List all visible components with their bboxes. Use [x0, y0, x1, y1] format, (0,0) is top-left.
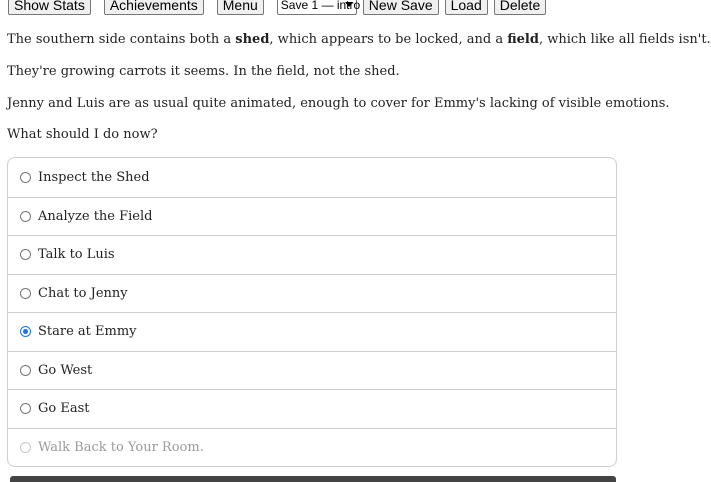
story-paragraph-3: Jenny and Luis are as usual quite animated, enough to cover for Emmy's lacking of visible emotions. [7, 96, 670, 111]
choice-label: Stare at Emmy [38, 324, 137, 340]
show-stats-button[interactable]: Show Stats [8, 0, 91, 15]
save-slot-select[interactable] [277, 0, 361, 15]
radio-unchecked-icon[interactable] [20, 172, 31, 183]
choice-label: Talk to Luis [38, 247, 115, 263]
continue-button-edge[interactable] [10, 476, 616, 482]
radio-unchecked-icon[interactable] [20, 211, 31, 222]
keyword-field: field [507, 32, 539, 47]
choice-label: Go West [38, 362, 93, 378]
choice-option[interactable] [8, 274, 616, 313]
choice-label: Analyze the Field [38, 208, 153, 224]
story-paragraph-2: They're growing carrots it seems. In the field, not the shed. [7, 64, 400, 79]
load-button[interactable]: Load [445, 0, 488, 15]
story-text: The southern side contains both a [7, 32, 236, 47]
story-text: , which appears to be locked, and a [269, 32, 508, 47]
choice-list [7, 157, 617, 467]
choice-option[interactable] [8, 235, 616, 274]
delete-button[interactable]: Delete [494, 0, 546, 15]
choice-label: Chat to Jenny [38, 285, 128, 301]
menu-button[interactable]: Menu [217, 0, 264, 15]
choice-option[interactable] [8, 312, 616, 351]
story-prompt: What should I do now? [7, 127, 158, 142]
story-paragraph-1 [7, 31, 711, 49]
radio-unchecked-icon[interactable] [20, 288, 31, 299]
choice-label: Inspect the Shed [38, 169, 150, 185]
choice-option [8, 428, 616, 467]
choice-label: Go East [38, 401, 90, 417]
choice-option[interactable] [8, 351, 616, 390]
keyword-shed: shed [235, 32, 270, 47]
radio-unchecked-icon[interactable] [20, 249, 31, 260]
toolbar [8, 0, 552, 15]
radio-unchecked-icon [20, 442, 31, 453]
radio-unchecked-icon[interactable] [20, 403, 31, 414]
choice-label: Walk Back to Your Room. [38, 439, 204, 455]
choice-option[interactable] [8, 389, 616, 428]
choice-option[interactable] [8, 158, 616, 197]
save-slot-value: Save 1 — intro [280, 0, 361, 12]
radio-checked-icon[interactable] [20, 326, 31, 337]
radio-unchecked-icon[interactable] [20, 365, 31, 376]
new-save-button[interactable]: New Save [363, 0, 439, 15]
chevron-down-icon [345, 2, 353, 7]
story-text: , which like all fields isn't. [538, 32, 711, 47]
achievements-button[interactable]: Achievements [104, 0, 204, 15]
choice-option[interactable] [8, 197, 616, 236]
